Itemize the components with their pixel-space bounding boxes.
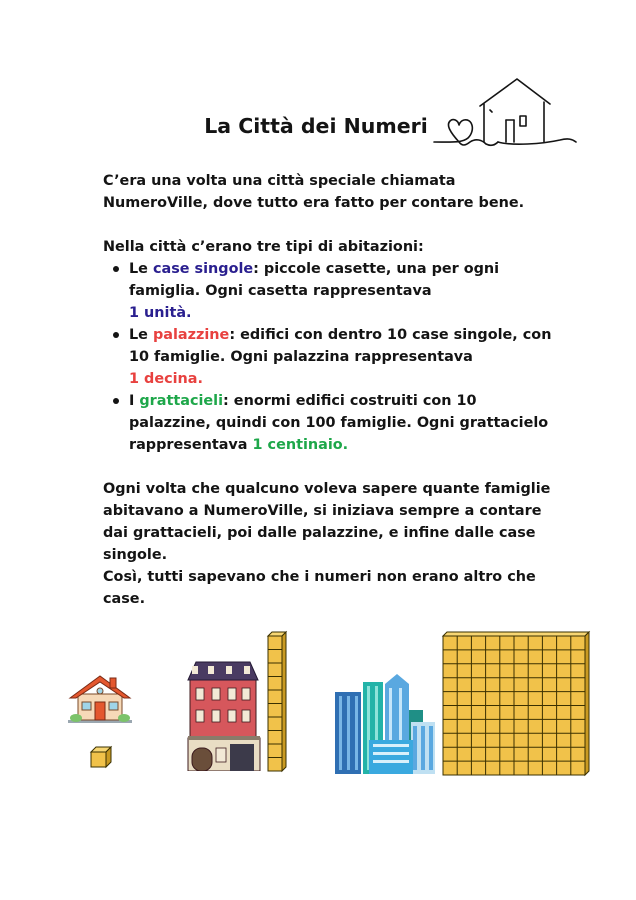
unit-cube-icon: [89, 745, 113, 769]
small-house-icon: [66, 672, 134, 724]
term-grattacieli: grattacieli: [139, 393, 224, 409]
value-centinaio: 1 centinaio.: [252, 437, 349, 453]
term-palazzine: palazzine: [152, 327, 230, 343]
hundred-flat-icon: [441, 630, 591, 777]
story-text: [103, 170, 563, 610]
types-lead: Nella città c’erano tre tipi di abitazioni:: [103, 239, 424, 255]
skyscrapers-icon: [333, 670, 437, 774]
types-list: [103, 258, 563, 456]
ten-rod-icon: [266, 630, 288, 773]
list-item: Le case singole: piccole casette, una per ogni famiglia. Ogni casetta rappresentava 1 unità.: [129, 258, 563, 324]
value-decina: 1 decina.: [129, 371, 203, 387]
intro-paragraph: C’era una volta una città speciale chiamata NumeroVille, dove tutto era fatto per contare bene.: [103, 173, 525, 211]
list-item: I grattacieli: enormi edifici costruiti con 10 palazzine, quindi con 100 famiglie. Ogni grattacielo rappresentava 1 centinaio.: [129, 390, 563, 456]
apartment-building-icon: [186, 658, 262, 771]
house-line-icon: [432, 76, 578, 152]
closing-sentence: Così, tutti sapevano che i numeri non erano altro che case.: [103, 569, 536, 607]
value-unita: 1 unità.: [129, 305, 192, 321]
list-item: Le palazzine: edifici con dentro 10 case singole, con 10 famiglie. Ogni palazzina rappresentava 1 decina.: [129, 324, 563, 390]
closing-paragraph: Ogni volta che qualcuno voleva sapere quante famiglie abitavano a NumeroVille, si iniziava sempre a contare dai grattacieli, poi dalle palazzine, e infine dalle case singole.: [103, 481, 551, 563]
page-title: La Città dei Numeri: [204, 114, 428, 138]
term-case-singole: case singole: [152, 261, 254, 277]
